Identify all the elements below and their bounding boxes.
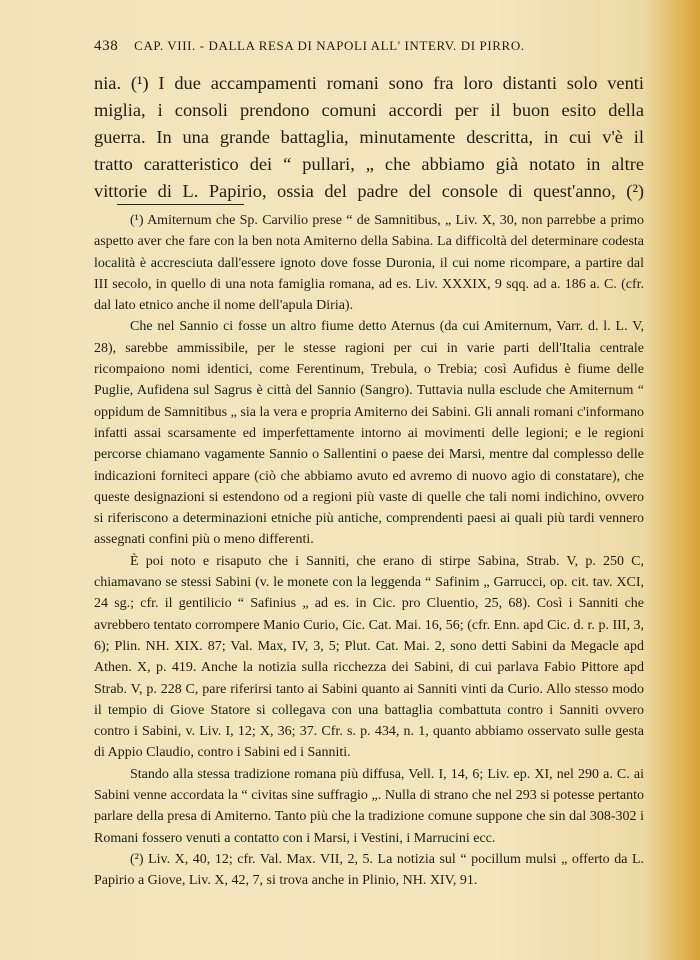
footnote-1-paragraph-3: È poi noto e risaputo che i Sanniti, che erano di stirpe Sabina, Strab. V, p. 250 C, chiamavano se stessi Sabini (v. le monete con la leggenda “ Safinim „ Garrucci, op. cit. tav. XCI, 24 sg.; cfr. il gentilicio “ Safinius „ ad es. in Cic. pro Cluentio, 25, 68). Così i Sanniti che avrebbero tentato corrompere Manio Curio, Cic. Cat. Mai. 16, 56; (cfr. Enn. apd Cic. d. r. p. III, 3, 6); Plin. NH. XIX. 87; Val. Max, IV, 3, 5; Plut. Cat. Mai. 2, sono detti Sabini da Megacle apd Athen. X, p. 419. Anche la notizia sulla ricchezza dei Sabini, di cui parlava Fabio Pittore apd Strab. V, p. 228 C, pare riferirsi tanto ai Sabini quanto ai Sanniti vinti da Curio. Allo stesso modo il tempio di Giove Statore si collegava con una battaglia combattuta contro i Sanniti ovvero contro i Sabini, v. Liv. I, 12; X, 36; 37. Cfr. s. p. 434, n. 1, quanto abbiamo osservato sulle gesta di Appio Claudio, contro i Sabini ed i Sanniti. [94,553,644,761]
running-title: CAP. VIII. - DALLA RESA DI NAPOLI ALL' INTERV. DI PIRRO. [134,38,525,53]
footnote-2-paragraph [94,849,644,892]
footnote-1-paragraph [94,210,644,316]
main-text-line: vittorie di L. Papirio, ossia del padre del console di quest'anno, (²) [94,181,644,201]
page-number: 438 [94,38,119,54]
main-text-line: guerra. In una grande battaglia, minutamente descritta, in cui v'è il [94,127,644,147]
main-text-line: tratto caratteristico dei “ pullari, „ che abbiamo già notato in altre [94,154,644,174]
footnote-2-mark: (²) [130,851,144,867]
main-text-line: nia. (¹) I due accampamenti romani sono fra loro distanti solo venti [94,73,644,93]
footnote-separator [117,204,244,205]
footnote-2-text: Liv. X, 40, 12; cfr. Val. Max. VII, 2, 5. La notizia sul “ pocillum mulsi „ offerto da L. Papirio a Giove, Liv. X, 42, 7, si trova anche in Plinio, NH. XIV, 91. [94,851,645,889]
main-text-line: miglia, i consoli prendono comuni accordi per il buon esito della [94,100,644,120]
footnotes [94,210,644,892]
main-text [94,70,644,205]
running-header [94,38,644,55]
footnote-1-paragraph-2: Che nel Sannio ci fosse un altro fiume detto Aternus (da cui Amiternum, Varr. d. l. L. V, 28), sarebbe ammissibile, per le stesse ragioni per cui in varie parti dell'Italia centrale ricompaiono nomi identici, come Ferentinum, Trebula, o Trebia; così Aufidus è fiume delle Puglie, Aufidena sul Sagrus è città del Sannio (Sangro). Tuttavia nulla esclude che Amiternum “ oppidum de Samnitibus „ sia la vera e propria Amiterno dei Sabini. Gli annali romani c'informano infatti assai scarsamente ed imperfettamente intorno ai movimenti delle legioni; e le regioni percorse chiamano vagamente Sannio o Sallentini o paese dei Marsi, mentre dal complesso delle indicazioni forniteci appare (ciò che abbiamo avuto ed avremo di nuovo agio di constatare), che queste designazioni si estendono od a regioni più vaste di quelle che tali nomi indichino, ovvero si riferiscono a determinazioni etniche più antiche, comprendenti paesi ai quali più tardi vennero assegnati confini più o meno differenti. [94,319,644,548]
footnote-1-paragraph-4: Stando alla stessa tradizione romana più diffusa, Vell. I, 14, 6; Liv. ep. XI, nel 290 a. C. ai Sabini venne accordata la “ civitas sine suffragio „. Nulla di strano che nel 293 si potesse pertanto parlare della presa di Amiterno. Tanto più che la tradizione comune suppone che sin dal 308-302 i Romani fossero venuti a contatto con i Marsi, i Vestini, i Marrucini ecc. [94,766,644,846]
footnote-1-text: Amiternum che Sp. Carvilio prese “ de Samnitibus, „ Liv. X, 30, non parrebbe a primo aspetto aver che fare con la ben nota Amiterno della Sabina. La difficoltà del determinare codesta località è accresciuta dall'essere ignoto dove fosse Duronia, il cui nome ricompare, a partire dal III secolo, in quello di una nota famiglia romana, ad es. Liv. XXXIX, 9 sqq. ad a. 186 a. C. (cfr. dal lato etnico anche il nome dell'apula Diria). [94,213,645,314]
footnote-1-mark: (¹) [130,213,144,228]
